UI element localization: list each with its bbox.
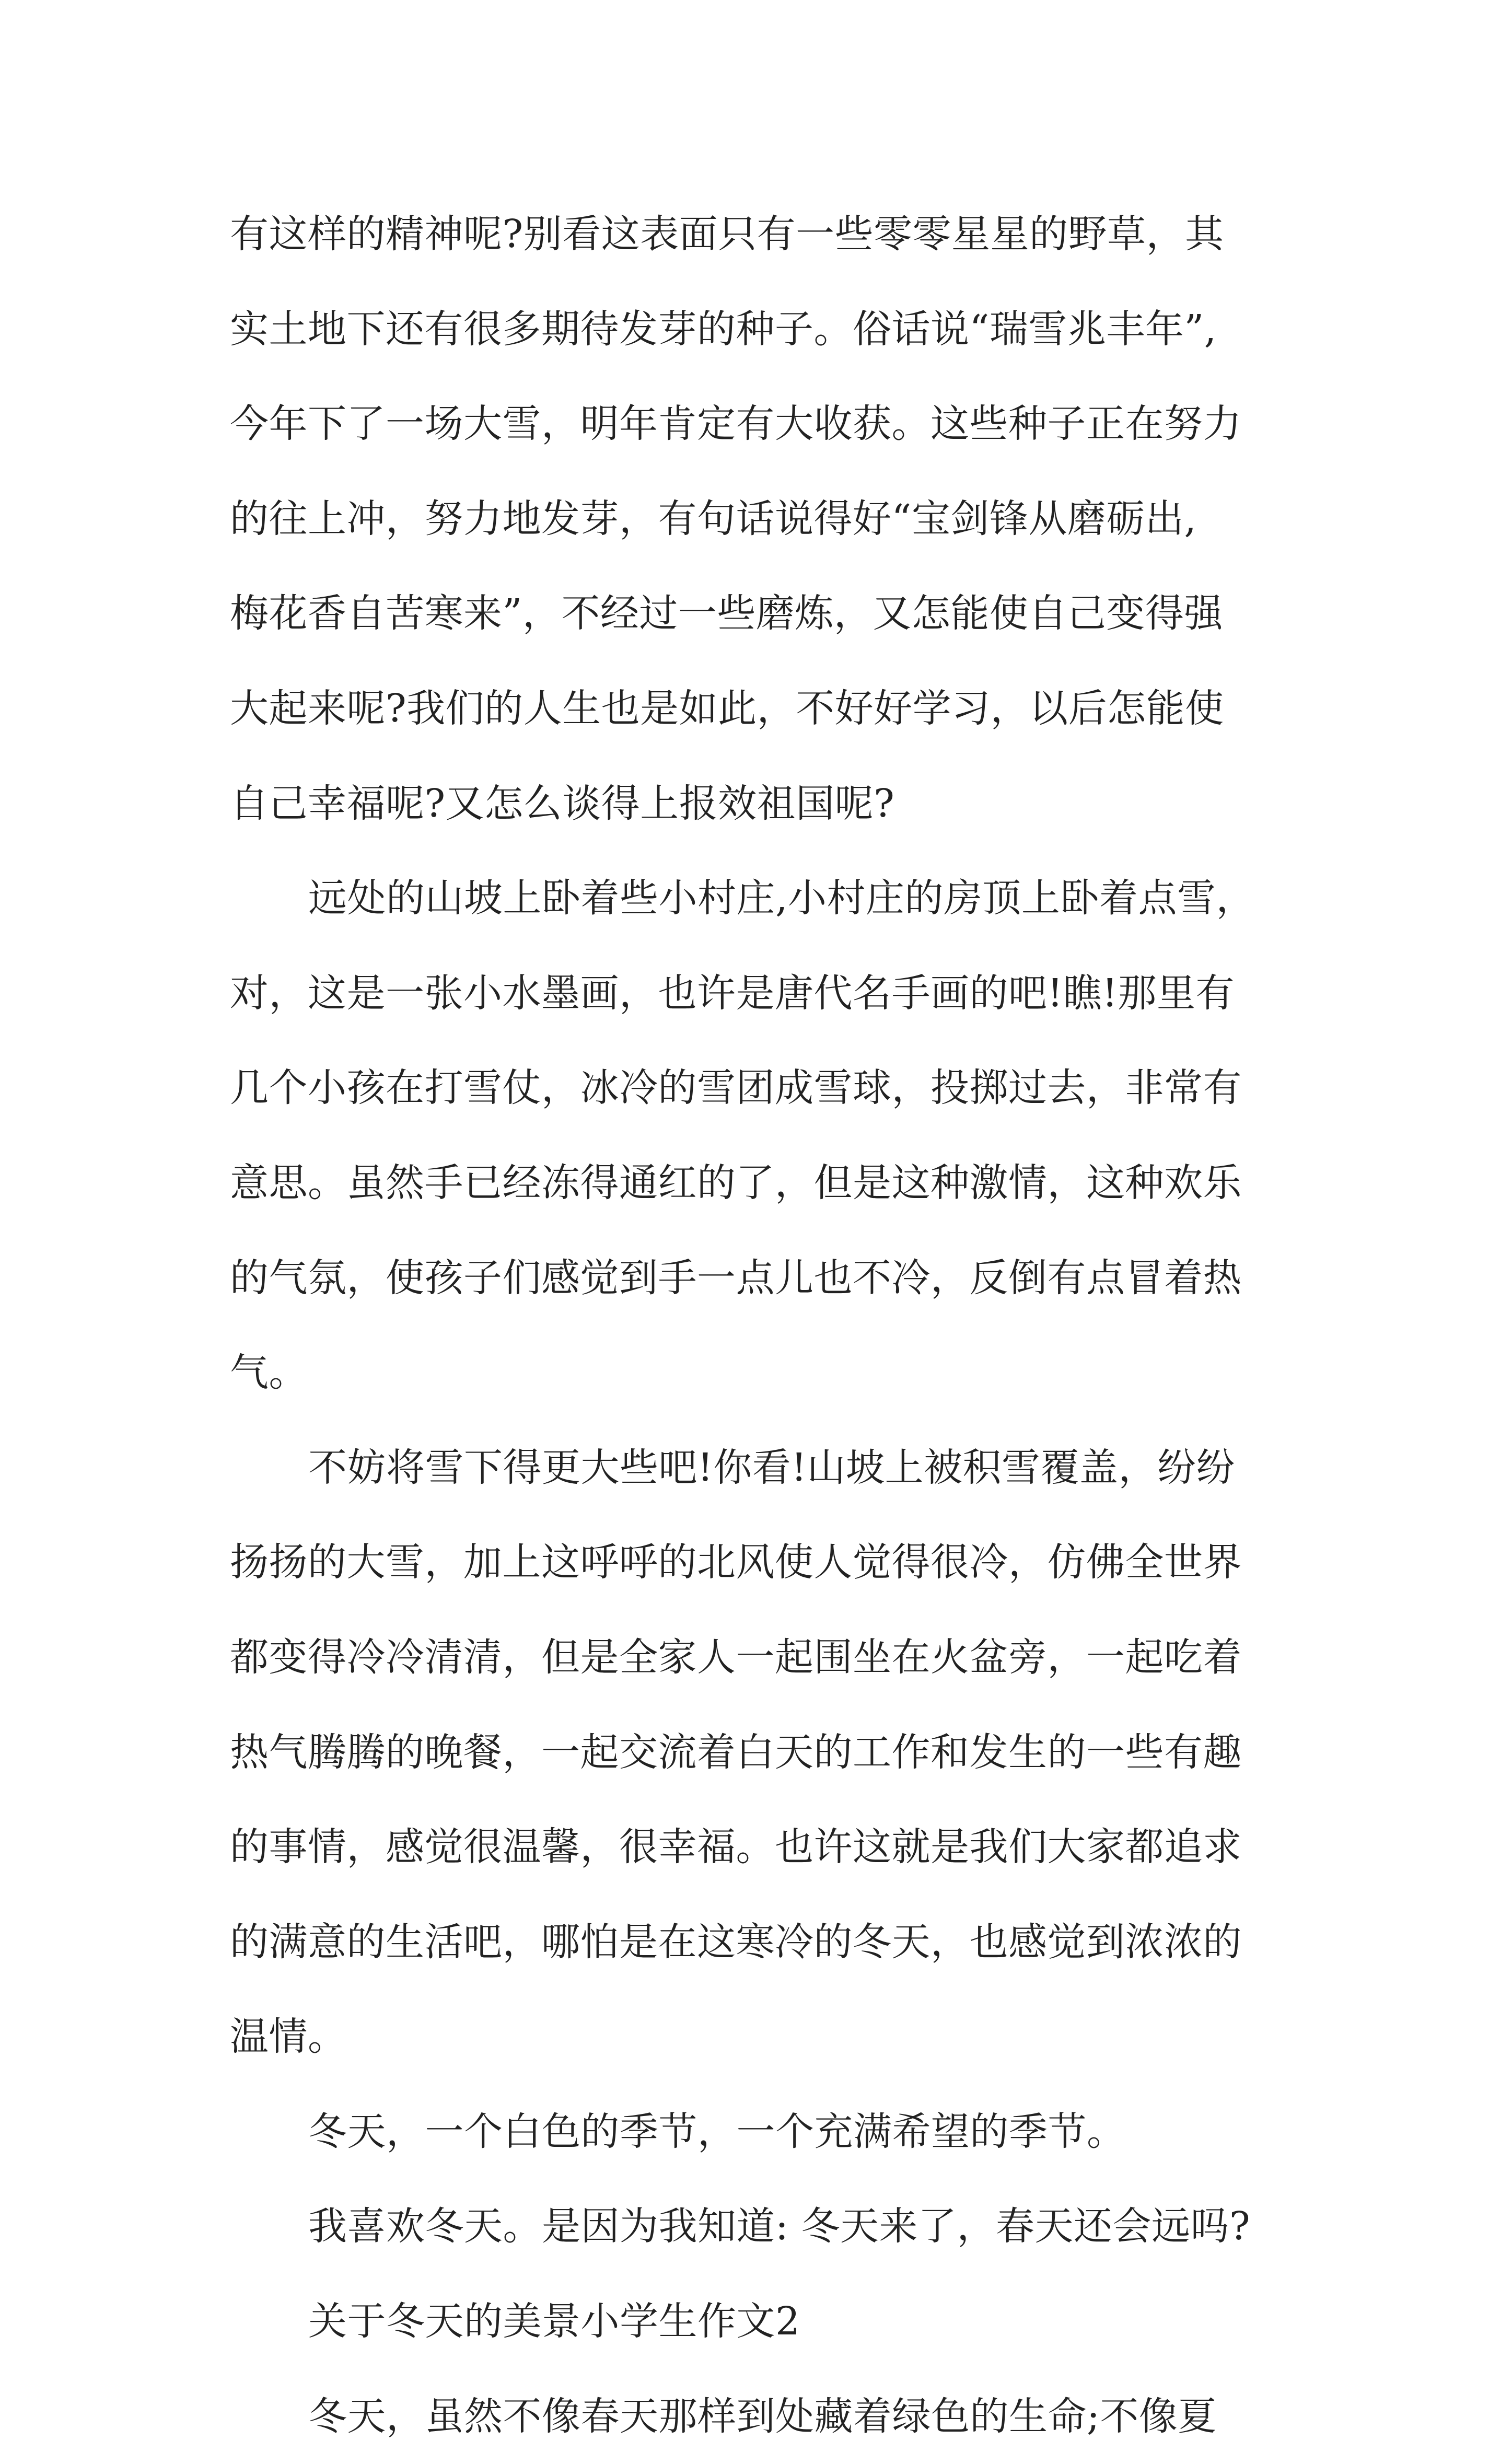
text-line: 有这样的精神呢?别看这表面只有一些零零星星的野草，其 <box>230 212 1224 257</box>
text-line: 都变得冷冷清清，但是全家人一起围坐在火盆旁，一起吃着 <box>230 1634 1242 1680</box>
text-line: 关于冬天的美景小学生作文2 <box>308 2299 800 2344</box>
text-line: 几个小孩在打雪仗，冰冷的雪团成雪球，投掷过去，非常有 <box>230 1065 1242 1111</box>
text-line: 气。 <box>230 1350 308 1396</box>
text-line: 远处的山坡上卧着些小村庄,小村庄的房顶上卧着点雪， <box>308 876 1255 921</box>
text-line: 不妨将雪下得更大些吧!你看!山坡上被积雪覆盖，纷纷 <box>308 1445 1235 1490</box>
text-line: 扬扬的大雪，加上这呼呼的北风使人觉得很冷，仿佛全世界 <box>230 1540 1242 1585</box>
text-line: 的事情，感觉很温馨，很幸福。也许这就是我们大家都追求 <box>230 1824 1242 1870</box>
text-line: 的满意的生活吧，哪怕是在这寒冷的冬天，也感觉到浓浓的 <box>230 1919 1242 1965</box>
text-line: 意思。虽然手已经冻得通红的了，但是这种激情，这种欢乐 <box>230 1160 1242 1205</box>
text-line: 温情。 <box>230 2014 347 2060</box>
text-line: 的往上冲，努力地发芽，有句话说得好“宝剑锋从磨砺出, <box>230 496 1197 541</box>
text-line: 实土地下还有很多期待发芽的种子。俗话说“瑞雪兆丰年”, <box>230 306 1217 352</box>
text-line: 我喜欢冬天。是因为我知道: 冬天来了，春天还会远吗? <box>308 2204 1251 2249</box>
essay-text <box>230 187 1296 2464</box>
text-line: 梅花香自苦寒来”，不经过一些磨炼，又怎能使自己变得强 <box>230 591 1223 636</box>
text-line: 热气腾腾的晚餐，一起交流着白天的工作和发生的一些有趣 <box>230 1729 1242 1775</box>
text-line: 对，这是一张小水墨画，也许是唐代名手画的吧!瞧!那里有 <box>230 970 1235 1016</box>
text-line: 冬天，虽然不像春天那样到处藏着绿色的生命;不像夏 <box>308 2393 1217 2439</box>
text-line: 冬天，一个白色的季节，一个充满希望的季节。 <box>308 2109 1126 2154</box>
text-line: 自己幸福呢?又怎么谈得上报效祖国呢? <box>230 781 895 826</box>
text-line: 大起来呢?我们的人生也是如此，不好好学习，以后怎能使 <box>230 685 1224 731</box>
text-line: 今年下了一场大雪，明年肯定有大收获。这些种子正在努力 <box>230 401 1242 447</box>
text-line: 的气氛，使孩子们感觉到手一点儿也不冷，反倒有点冒着热 <box>230 1255 1242 1300</box>
